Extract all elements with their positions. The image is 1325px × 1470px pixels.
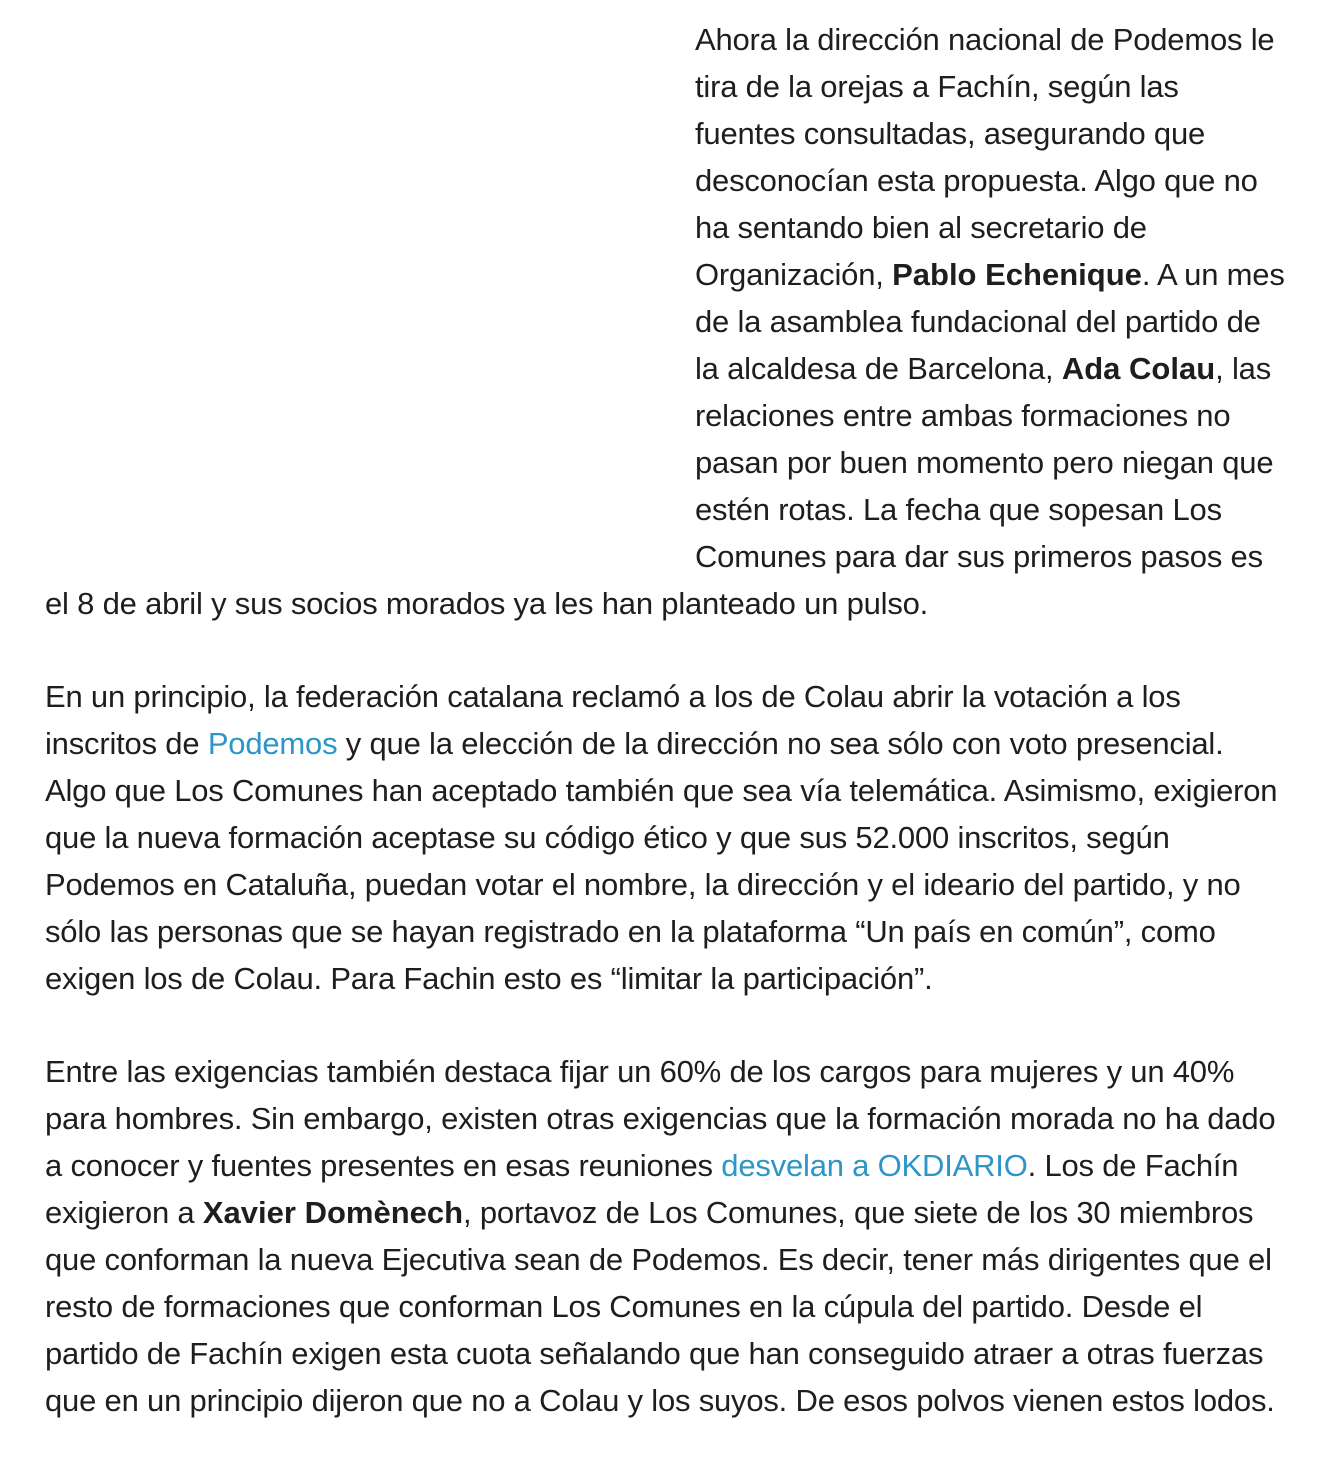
text-run: . A un mes de la asamblea fundacional del partido de la alcaldesa de Barcelona, <box>695 257 1285 386</box>
podemos-link[interactable]: Podemos <box>207 726 338 761</box>
okdiario-link[interactable]: desvelan a OKDIARIO <box>721 1148 1028 1183</box>
article-body <box>45 0 1285 1424</box>
bold-ada-colau: Ada Colau <box>1061 351 1216 386</box>
text-run: En un principio, la federación catalana reclamó a los de Colau abrir la votación a los inscritos de <box>45 679 1181 761</box>
bold-pablo-echenique: Pablo Echenique <box>892 257 1142 292</box>
text-run: y que la elección de la dirección no sea sólo con voto presencial. Algo que Los Comunes han aceptado también que sea vía telemática. Asimismo, exigieron que la nueva formación aceptase su código ético y que sus 52.000 inscritos, según Podemos en Cataluña, puedan votar el nombre, la dirección y el ideario del partido, y no sólo las personas que se hayan registrado en la plataforma “Un país en común”, como exigen los de Colau. Para Fachin esto es “limitar la participación”. <box>45 726 1278 996</box>
paragraph-intro <box>45 16 1285 627</box>
text-run: , las relaciones entre ambas formaciones no pasan por buen momento pero niegan que estén rotas. La fecha que sopesan Los Comunes para dar sus primeros pasos es el 8 de abril y sus socios morados ya les han planteado un pulso. <box>45 351 1274 621</box>
article-media-placeholder <box>45 16 695 556</box>
text-run: Entre las exigencias también destaca fijar un 60% de los cargos para mujeres y un 40% para hombres. Sin embargo, existen otras exigencias que la formación morada no ha dado a conocer y fuentes presentes en esas reuniones <box>45 1054 1276 1183</box>
bold-xavier-domenech: Xavier Domènech <box>202 1195 464 1230</box>
paragraph-votacion <box>45 673 1285 1002</box>
text-run: , portavoz de Los Comunes, que siete de los 30 miembros que conforman la nueva Ejecutiva sean de Podemos. Es decir, tener más dirigentes que el resto de formaciones que conforman Los Comunes en la cúpula del partido. Desde el partido de Fachín exigen esta cuota señalando que han conseguido atraer a otras fuerzas que en un principio dijeron que no a Colau y los suyos. De esos polvos vienen estos lodos. <box>45 1195 1275 1418</box>
text-run: Ahora la dirección nacional de Podemos le tira de la orejas a Fachín, según las fuentes consultadas, asegurando que desconocían esta propuesta. Algo que no ha sentando bien al secretario de Organización, <box>695 22 1275 292</box>
paragraph-exigencias <box>45 1048 1285 1424</box>
text-run: . Los de Fachín exigieron a <box>45 1148 1239 1230</box>
